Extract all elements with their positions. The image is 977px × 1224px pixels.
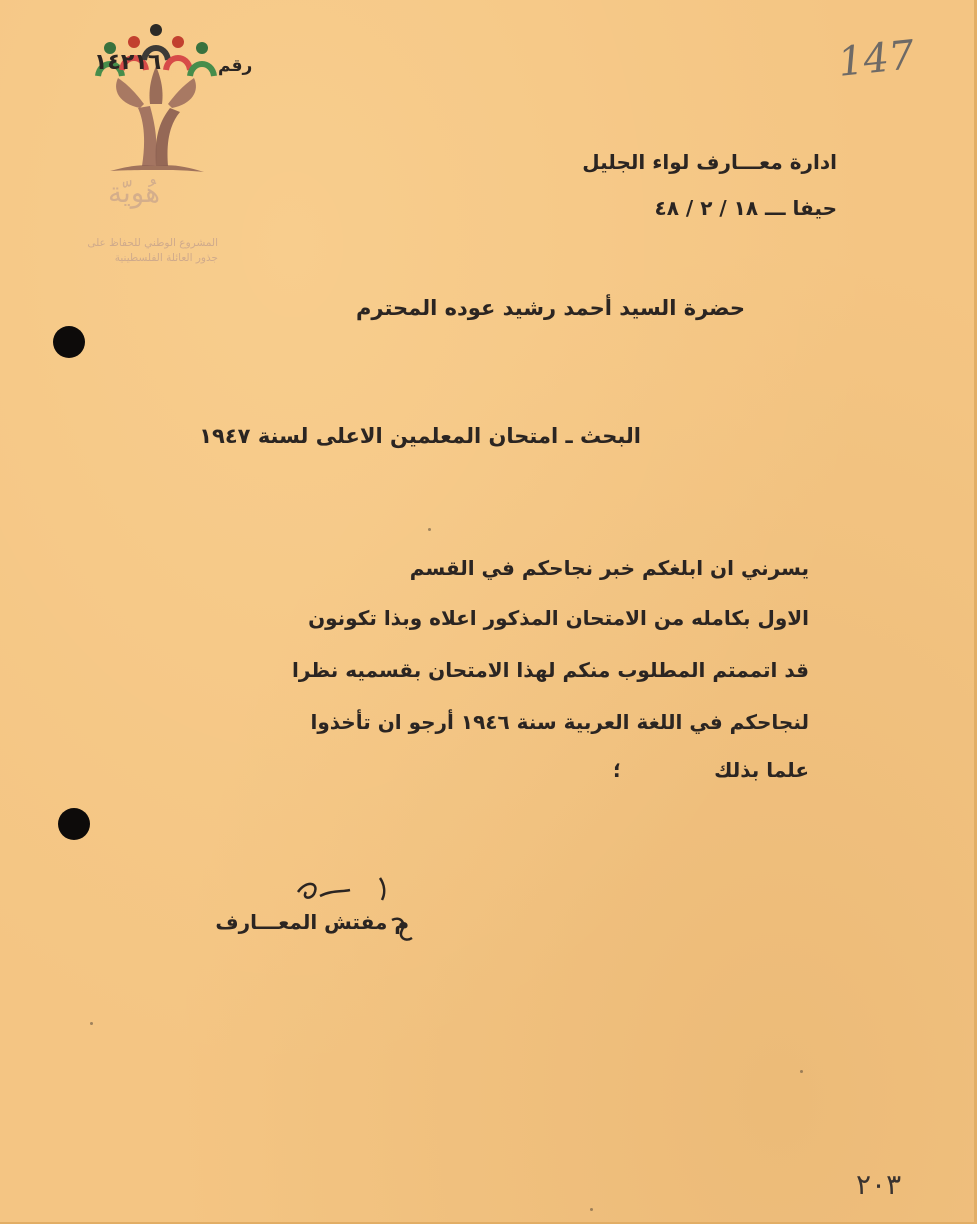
punch-hole <box>53 326 85 358</box>
body-end-mark: ؛ <box>613 758 621 782</box>
paper-speck <box>428 528 431 531</box>
handwritten-file-number: 147 <box>835 32 917 86</box>
body-line: قد اتممتم المطلوب منكم لهذا الامتحان بقسميه نظرا <box>292 658 809 682</box>
logo-tagline <box>78 236 218 266</box>
reference-label: رقم <box>218 56 253 76</box>
body-line: يسرني ان ابلغكم خبر نجاحكم في القسم <box>409 556 809 580</box>
addressee-line: حضرة السيد أحمد رشيد عوده المحترم <box>356 296 745 320</box>
body-line: علما بذلك <box>714 758 809 782</box>
logo-name: هُويّة <box>108 176 161 209</box>
page-number: ٢٠٣ <box>856 1168 902 1201</box>
place-and-date: حيفا ـــ ١٨ / ٢ / ٤٨ <box>654 196 837 220</box>
body-line: الاول بكامله من الامتحان المذكور اعلاه وبذا تكونون <box>308 606 809 630</box>
issuing-office: ادارة معـــارف لواء الجليل <box>582 150 837 174</box>
paper-speck <box>800 1070 803 1073</box>
reference-number: ١٤٢١٦ <box>94 50 162 75</box>
logo-tagline-line2: جذور العائلة الفلسطينية <box>114 252 218 264</box>
punch-hole <box>58 808 90 840</box>
body-line: لنجاحكم في اللغة العربية سنة ١٩٤٦ أرجو ان تأخذوا <box>310 710 809 734</box>
logo-tagline-line1: المشروع الوطني للحفاظ على <box>87 237 218 249</box>
subject-line: البحث ـ امتحان المعلمين الاعلى لسنة ١٩٤٧ <box>199 424 641 448</box>
signature-title: م مفتش المعـــارف <box>215 910 409 934</box>
paper-speck <box>90 1022 93 1025</box>
paper-speck <box>590 1208 593 1211</box>
